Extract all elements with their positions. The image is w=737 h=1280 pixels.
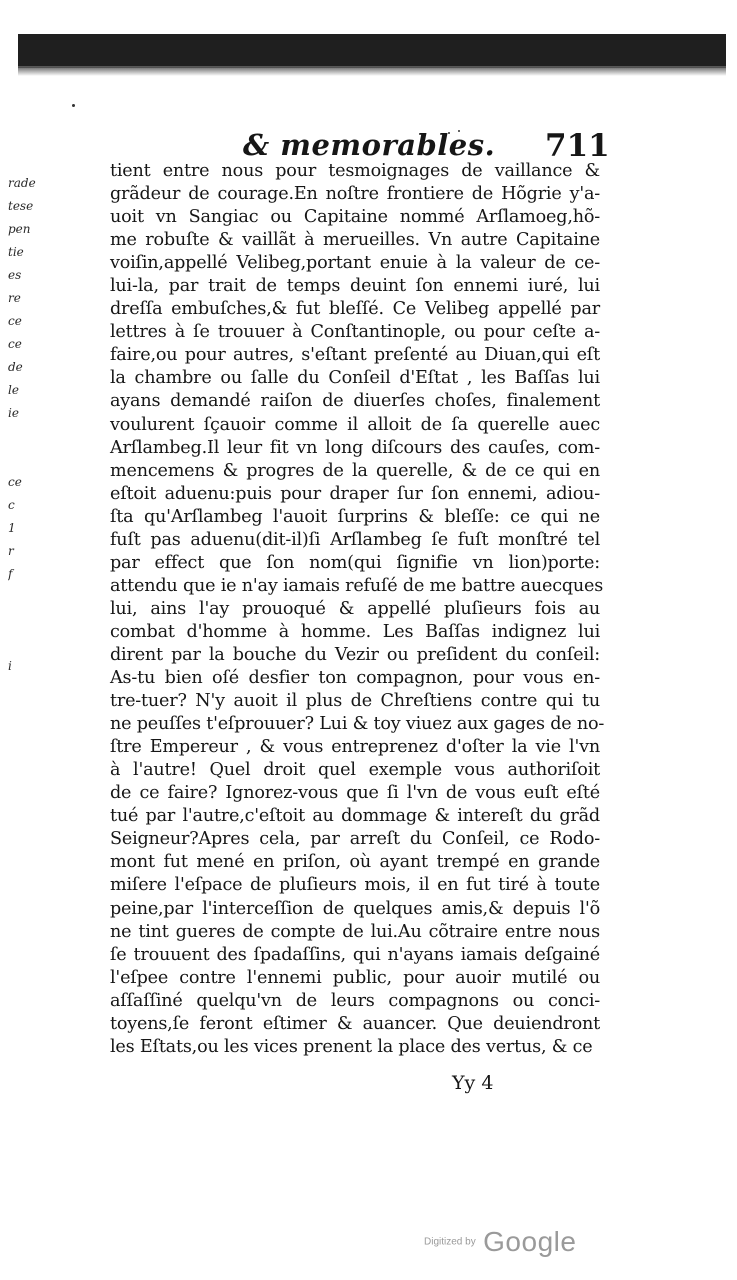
margin-fragment: re [8, 291, 21, 305]
text-line: mont fut mené en priſon, où ayant trempé en grande [110, 852, 600, 873]
text-line: par effect que ſon nom(qui ſignifie vn lion)porte: [110, 552, 600, 573]
margin-fragment: pen [8, 222, 31, 236]
watermark-prefix: Digitized by [424, 1236, 476, 1248]
text-line: faire,ou pour autres, s'eſtant preſenté au Diuan,qui eſt [110, 345, 600, 366]
text-line: voulurent ſçauoir comme il alloit de ſa querelle auec [110, 414, 600, 435]
text-line: toyens,ſe feront eſtimer & auancer. Que deuiendront [110, 1013, 600, 1034]
digitization-watermark [424, 1226, 576, 1258]
text-line: à l'autre! Quel droit quel exemple vous authoriſoit [110, 760, 600, 781]
text-line: ſe trouuent des ſpadaſſins, qui n'ayans iamais deſgainé [110, 944, 600, 965]
text-line: la chambre ou ſalle du Conſeil d'Eſtat , les Baſſas lui [110, 368, 600, 389]
margin-fragment: es [8, 268, 22, 282]
scan-top-border-shadow [18, 66, 726, 76]
text-line: me robuſte & vaillãt à merueilles. Vn autre Capitaine [110, 230, 600, 251]
text-line: Seigneur?Apres cela, par arreſt du Conſeil, ce Rodo- [110, 829, 600, 850]
text-line: As-tu bien oſé desfier ton compagnon, pour vous en- [110, 668, 600, 689]
margin-fragment: r [8, 544, 14, 558]
margin-fragment: ce [8, 337, 22, 351]
margin-fragment: ce [8, 475, 22, 489]
text-line: mencemens & progres de la querelle, & de ce qui en [110, 460, 600, 481]
text-line: lettres à ſe trouuer à Conſtantinople, ou pour ceſte a- [110, 322, 600, 343]
margin-fragment: c [8, 498, 15, 512]
margin-fragment: ie [8, 406, 19, 420]
margin-fragment: tie [8, 245, 24, 259]
margin-fragment: i [8, 659, 12, 673]
margin-fragment [8, 632, 40, 655]
text-line: peine,par l'interceſſion de quelques amis,& depuis l'õ [110, 898, 600, 919]
text-line: eſtoit aduenu:puis pour draper ſur ſon ennemi, adiou- [110, 483, 600, 504]
text-line: de ce faire? Ignorez-vous que ſi l'vn de vous euſt eſté [110, 783, 600, 804]
text-line: dirent par la bouche du Vezir ou preſident du conſeil: [110, 644, 600, 665]
scan-top-border [18, 34, 726, 68]
running-header: & memorables. [243, 128, 496, 162]
margin-fragment: rade [8, 176, 36, 190]
margin-fragment: f [8, 567, 13, 581]
ink-speck [72, 104, 75, 107]
text-line: dreſſa embuſches,& fut bleſſé. Ce Velibeg appellé par [110, 299, 600, 320]
text-line: lui, ains l'ay prouoqué & appellé pluſieurs fois au [110, 598, 600, 619]
margin-fragment: ce [8, 314, 22, 328]
text-line: grãdeur de courage.En noſtre frontiere de Hõgrie y'a- [110, 184, 600, 205]
text-line: ayans demandé raiſon de diuerſes choſes, finalement [110, 391, 600, 412]
text-line: tué par l'autre,c'eſtoit au dommage & intereſt du grãd [110, 806, 600, 827]
text-line: tient entre nous pour tesmoignages de vaillance & [110, 161, 600, 181]
text-line: ſta qu'Arſlambeg l'auoit ſurprins & bleſſe: ce qui ne [110, 506, 600, 527]
text-line: Arſlambeg.Il leur fit vn long diſcours des cauſes, com- [110, 437, 600, 458]
margin-fragment: 1 [8, 521, 16, 535]
text-line: les Eſtats,ou les vices prenent la place des vertus, & ce [110, 1036, 593, 1057]
text-line: combat d'homme à homme. Les Baſſas indignez lui [110, 621, 600, 642]
text-line: lui-la, par trait de temps deuint ſon ennemi iuré, lui [110, 276, 600, 297]
margin-fragment [8, 448, 40, 471]
page-number: 711 [545, 128, 610, 164]
margin-fragment [8, 425, 40, 448]
text-line: ne tint gueres de compte de lui.Au cõtraire entre nous [110, 921, 600, 942]
text-line: voiſin,appellé Velibeg,portant enuie à la valeur de ce- [110, 253, 600, 274]
margin-fragment: tese [8, 199, 34, 213]
text-line: uoit vn Sangiac ou Capitaine nommé Arſlamoeg,hõ- [110, 207, 600, 228]
text-line: fuſt pas aduenu(dit-il)ſi Arſlambeg ſe fuſt monſtré tel [110, 529, 600, 550]
left-margin-bleed [8, 172, 40, 678]
margin-fragment: de [8, 360, 23, 374]
google-logo: Google [483, 1226, 577, 1257]
text-line: miſere l'eſpace de pluſieurs mois, il en fut tiré à toute [110, 875, 600, 896]
text-line: aſſaſſiné quelqu'vn de leurs compagnons ou conci- [110, 990, 600, 1011]
margin-fragment [8, 609, 40, 632]
text-line: attendu que ie n'ay iamais refuſé de me battre auecques [110, 575, 604, 596]
text-line: tre-tuer? N'y auoit il plus de Chreſtiens contre qui tu [110, 691, 600, 712]
text-line: ne peuſſes t'eſprouuer? Lui & toy viuez aux gages de no- [110, 714, 605, 735]
body-text [110, 160, 605, 1059]
text-line: ſtre Empereur , & vous entreprenez d'oſter la vie l'vn [110, 737, 600, 758]
margin-fragment [8, 586, 40, 609]
text-line: l'eſpee contre l'ennemi public, pour auoir mutilé ou [110, 967, 600, 988]
signature-catchword: Yy 4 [452, 1072, 494, 1094]
margin-fragment: le [8, 383, 19, 397]
